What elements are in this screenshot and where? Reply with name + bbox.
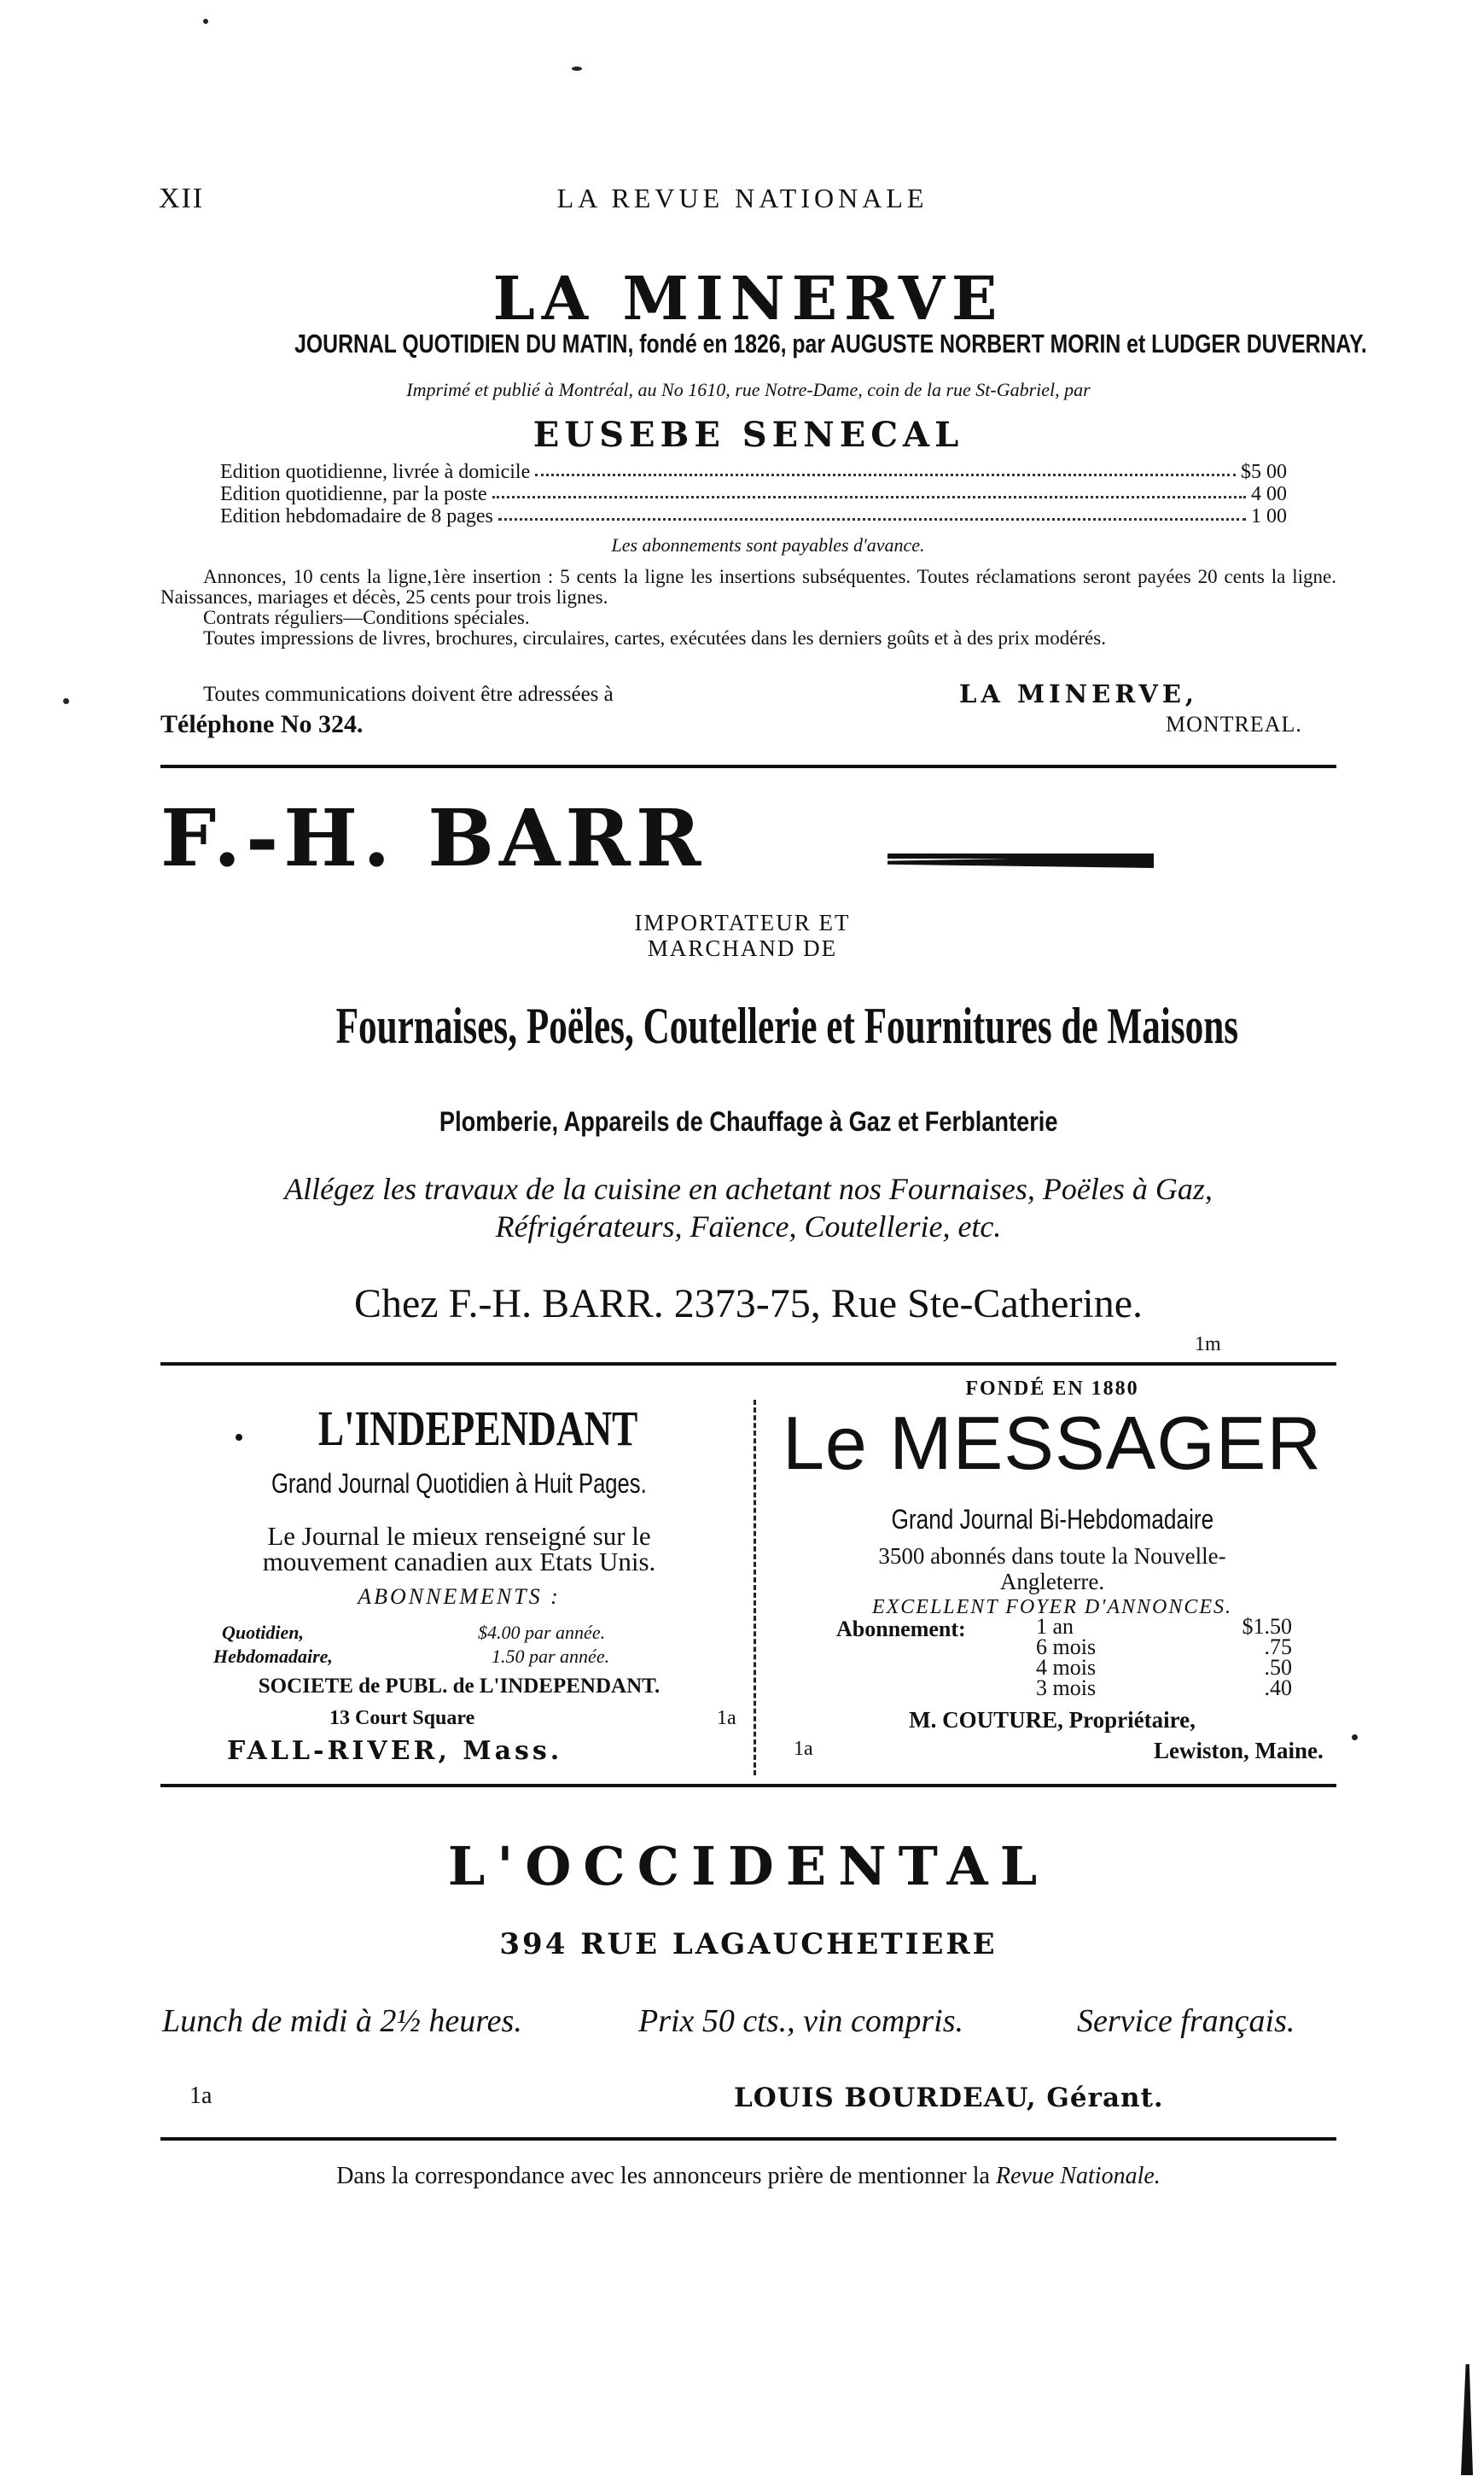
price-row (220, 483, 1287, 505)
independant-society: SOCIETE de PUBL. de L'INDEPENDANT. (258, 1675, 661, 1698)
occidental-address: 394 RUE LAGAUCHETIERE (499, 1927, 998, 1961)
independant-title-text: L'INDEPENDANT (317, 1401, 638, 1456)
barr-address: Chez F.-H. BARR. 2373-75, Rue Ste-Catherine. (353, 1281, 1144, 1326)
messager-subs-1: 3500 abonnés dans toute la Nouvelle- (878, 1543, 1226, 1569)
page-number: XII (159, 183, 205, 214)
occidental-service: Service français. (1077, 2003, 1295, 2039)
occidental-code: 1a (189, 2083, 212, 2109)
independant-sub-text: Grand Journal Quotidien à Huit Pages. (271, 1468, 647, 1499)
occidental-prix: Prix 50 cts., vin compris. (638, 2003, 964, 2039)
telephone: Téléphone No 324. (160, 710, 364, 738)
price-label: Edition hebdomadaire de 8 pages (220, 505, 493, 527)
barr-goods (160, 997, 1336, 1065)
rate-price: .50 (1264, 1655, 1292, 1680)
occidental-title: L'OCCIDENTAL (447, 1835, 1050, 1897)
scan-edge-mark (1461, 2364, 1473, 2475)
independant-desc-1: Le Journal le mieux renseigné sur le (267, 1521, 651, 1551)
price-row (220, 505, 1287, 527)
independant-sub (160, 1468, 758, 1500)
messager-subs-2: Angleterre. (999, 1569, 1105, 1594)
contact-line: Toutes communications doivent être adressées à (203, 683, 614, 706)
independant-desc-2: mouvement canadien aux Etats Unis. (262, 1547, 656, 1576)
occidental-lunch: Lunch de midi à 2½ heures. (162, 2003, 522, 2039)
messager-rates (1036, 1614, 1292, 1700)
rate-price: $4.00 par année. (478, 1622, 606, 1643)
divider (160, 1362, 1336, 1366)
price-label: Edition quotidienne, par la poste (220, 483, 487, 505)
divider (160, 2137, 1336, 2141)
payment-note: Les abonnements sont payables d'avance. (611, 534, 925, 556)
scan-speck (203, 19, 208, 24)
independant-street: 13 Court Square (329, 1707, 475, 1729)
barr-slogan-1: Allégez les travaux de la cuisine en achetant nos Fournaises, Poëles à Gaz, (284, 1172, 1213, 1206)
messager-code: 1a (794, 1738, 813, 1760)
rate-period: 1 an (1036, 1614, 1074, 1639)
rate-period: 3 mois (1036, 1675, 1097, 1700)
barr-slogan-2: Réfrigérateurs, Faïence, Coutellerie, etc. (495, 1209, 1002, 1244)
divider (160, 765, 1336, 768)
price-value: $5 00 (1241, 461, 1287, 483)
rate-label: Hebdomadaire, (213, 1646, 333, 1667)
leader-dots (535, 461, 1236, 476)
minerve-title: LA MINERVE (492, 263, 1004, 334)
independant-abonnements: ABONNEMENTS : (358, 1584, 561, 1609)
messager-founded: FONDÉ EN 1880 (965, 1378, 1139, 1400)
barr-title: F.-H. BARR (160, 792, 707, 884)
abonnement-label: Abonnement: (836, 1617, 966, 1641)
contact-name: LA MINERVE, (959, 679, 1199, 708)
barr-code: 1m (1195, 1333, 1221, 1355)
barr-tag-1: IMPORTATEUR ET (634, 910, 851, 935)
rate-period: 4 mois (1036, 1655, 1097, 1680)
messager-sub-text: Grand Journal Bi-Hebdomadaire (891, 1504, 1213, 1535)
messager-ad: EXCELLENT FOYER D'ANNONCES. (871, 1596, 1233, 1618)
rate-price: 1.50 par année. (492, 1646, 610, 1667)
messager-city: Lewiston, Maine. (1154, 1738, 1324, 1763)
footer-note-text: Dans la correspondance avec les annonceurs prière de mentionner la (336, 2163, 990, 2189)
column-divider (754, 1400, 756, 1775)
independant-code: 1a (717, 1707, 736, 1729)
leader-dots (498, 505, 1246, 521)
city: MONTREAL. (1166, 712, 1302, 737)
rate-row (1036, 1675, 1292, 1700)
messager-owner: M. COUTURE, Propriétaire, (909, 1707, 1196, 1733)
scan-speck (572, 67, 582, 71)
messager-sub (768, 1504, 1336, 1535)
rate-period: 6 mois (1036, 1634, 1097, 1659)
footer-journal: Revue Nationale. (995, 2163, 1161, 2189)
price-label: Edition quotidienne, livrée à domicile (220, 461, 531, 483)
occidental-manager: LOUIS BOURDEAU, Gérant. (734, 2083, 1164, 2113)
barr-goods-text: Fournaises, Poëles, Coutellerie et Fournitures de Maisons (335, 998, 1239, 1054)
minerve-subtitle (160, 329, 1367, 366)
rate-price: .40 (1264, 1675, 1292, 1700)
barr-tag-2: MARCHAND DE (647, 935, 838, 961)
minerve-subtitle-text: JOURNAL QUOTIDIEN DU MATIN, fondé en 1826, par AUGUSTE NORBERT MORIN et LUDGER DUVERNAY. (294, 329, 1367, 358)
divider (160, 1784, 1336, 1787)
independant-city: FALL-RIVER, Mass. (227, 1736, 563, 1766)
rate-price: $1.50 (1242, 1614, 1292, 1639)
bullet-dot (236, 1434, 242, 1441)
footer-note (160, 2163, 1336, 2190)
barr-sub-text: Plomberie, Appareils de Chauffage à Gaz et Ferblanterie (439, 1106, 1058, 1137)
independant-title (256, 1400, 700, 1457)
rate-label: Quotidien, (222, 1622, 304, 1643)
running-title: LA REVUE NATIONALE (556, 183, 928, 213)
rate-paragraph: Toutes impressions de livres, brochures, circulaires, cartes, exécutées dans les derniers goûts et à des prix modérés. (203, 627, 1106, 649)
scan-speck (63, 698, 69, 704)
minerve-imprint: Imprimé et publié à Montréal, au No 1610, rue Notre-Dame, coin de la rue St-Gabriel, par (406, 379, 1091, 400)
barr-sub (160, 1106, 1336, 1138)
minerve-rates (160, 567, 1336, 649)
scan-speck (1352, 1734, 1358, 1740)
rate-paragraph: Annonces, 10 cents la ligne,1ère insertion : 5 cents la ligne les insertions subséquentes. Toutes réclamations seront payées 20 cents la ligne. Naissances, mariages et décès, 25 cents pour trois lignes. (160, 566, 1336, 608)
rate-price: .75 (1264, 1634, 1292, 1659)
leader-dots (492, 483, 1246, 498)
price-value: 4 00 (1251, 483, 1287, 505)
rate-paragraph: Contrats réguliers—Conditions spéciales. (203, 607, 530, 628)
price-row (220, 461, 1287, 483)
minerve-publisher: EUSEBE SENECAL (532, 415, 964, 455)
messager-title: Le MESSAGER (782, 1401, 1323, 1485)
price-value: 1 00 (1251, 505, 1287, 527)
